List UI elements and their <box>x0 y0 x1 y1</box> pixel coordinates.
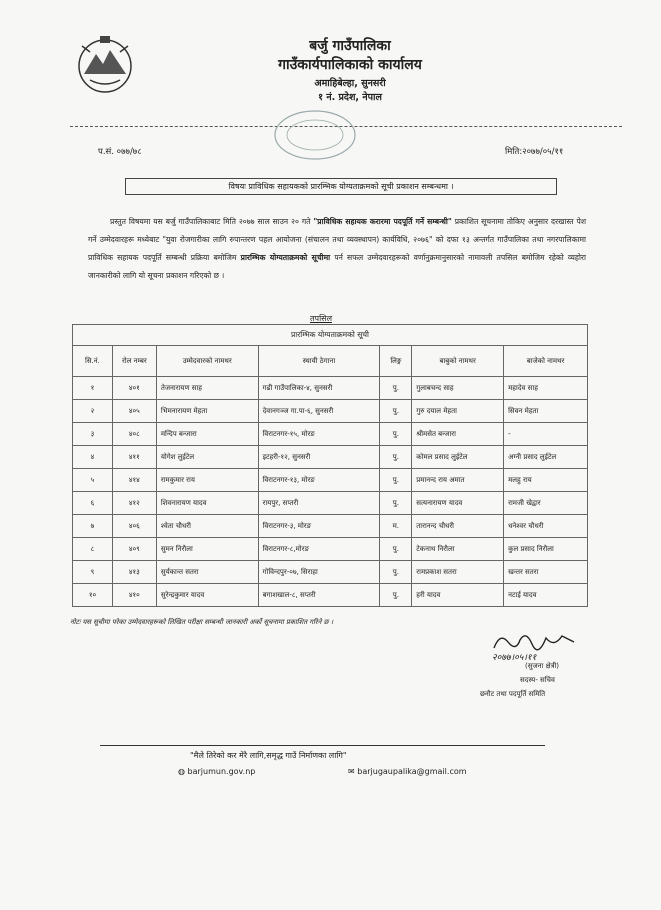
table-body <box>73 377 588 607</box>
cell-father: हरी यादव <box>412 584 504 607</box>
table-row <box>73 515 588 538</box>
table-row <box>73 538 588 561</box>
cell-sn: ९ <box>73 561 113 584</box>
cell-roll: ४११ <box>112 446 156 469</box>
cell-name: भिमनारायण मेहता <box>156 400 258 423</box>
office-name: गाउँकार्यपालिकाको कार्यालय <box>278 57 422 73</box>
cell-grandfather: महादेव साह <box>504 377 588 400</box>
cell-gender: पु. <box>380 584 412 607</box>
cell-roll: ४०९ <box>112 538 156 561</box>
cell-sn: १० <box>73 584 113 607</box>
cell-father: श्रीमसेत बन्जारा <box>412 423 504 446</box>
cell-sn: ५ <box>73 469 113 492</box>
cell-sn: ७ <box>73 515 113 538</box>
cell-gender: पु. <box>380 538 412 561</box>
column-header: उम्मेदवारको नामथर <box>156 346 258 377</box>
subject-line: विषयः प्राविधिक सहायकको प्रारम्भिक योग्यताक्रमको सूची प्रकाशन सम्बन्धमा । <box>125 178 557 195</box>
cell-address: विराटनगर-८,मोरङ <box>258 538 380 561</box>
cell-sn: ४ <box>73 446 113 469</box>
table-row <box>73 584 588 607</box>
notice-date: मिति:२०७७/०५/११ <box>505 147 564 157</box>
footer-website <box>178 767 255 776</box>
table-row <box>73 377 588 400</box>
cell-roll: ४१३ <box>112 561 156 584</box>
cell-father: तारानन्द चौधरी <box>412 515 504 538</box>
cell-name: श्वेता चौधरी <box>156 515 258 538</box>
cell-address: विराटनगर-३, मोरङ <box>258 515 380 538</box>
cell-name: सुमन निरौला <box>156 538 258 561</box>
body-bold-1: "प्राविधिक सहायक करारमा पदपूर्ति गर्ने सम्बन्धी" <box>313 217 452 226</box>
cell-address: गढी गाउँपालिका-४, सुनसरी <box>258 377 380 400</box>
footer-slogan: "मैले तिरेको कर मेरै लागि,समृद्ध गाउँ निर्माणका लागि" <box>190 751 347 760</box>
table-row <box>73 469 588 492</box>
column-header: बाजेको नामथर <box>504 346 588 377</box>
cell-gender: पु. <box>380 423 412 446</box>
cell-address: विराटनगर-१५, मोरङ <box>258 423 380 446</box>
cell-name: मन्दिप बन्जारा <box>156 423 258 446</box>
column-header: सि.नं. <box>73 346 113 377</box>
cell-grandfather: मलहु राय <box>504 469 588 492</box>
cell-grandfather: धनेश्वर चौधरी <box>504 515 588 538</box>
office-stamp <box>270 105 360 165</box>
cell-grandfather: अग्नी प्रसाद लुईटेल <box>504 446 588 469</box>
column-header: बाबुको नामथर <box>412 346 504 377</box>
body-part-1: प्रस्तुत विषयमा यस बर्जु गाउँपालिकाबाट मिति २०७७ साल साउन २० गते <box>110 217 314 226</box>
tapsil-heading: तपसिल <box>310 314 333 323</box>
cell-name: सुरेन्द्रकुमार यादव <box>156 584 258 607</box>
cell-name: सुर्यकान्त सतरा <box>156 561 258 584</box>
cell-name: तेजनारायण साह <box>156 377 258 400</box>
signatory-committee: छनौट तथा पदपूर्ति समिति <box>480 690 546 698</box>
cell-name: रामकुमार राय <box>156 469 258 492</box>
cell-address: विराटनगर-१३, मोरङ <box>258 469 380 492</box>
cell-sn: २ <box>73 400 113 423</box>
footer-email <box>348 767 467 776</box>
email-text: barjugaupalika@gmail.com <box>357 767 467 776</box>
globe-icon: ◍ <box>178 767 188 776</box>
signatory-role: सदस्य- सचिव <box>520 676 555 684</box>
candidate-table <box>72 324 588 607</box>
table-caption: प्रारम्भिक योग्यताक्रमको सूची <box>73 325 588 346</box>
cell-father: गुलाबचन्द साह <box>412 377 504 400</box>
column-header: लिङ्ग <box>380 346 412 377</box>
notice-body <box>88 213 586 285</box>
cell-roll: ४१० <box>112 584 156 607</box>
cell-gender: म. <box>380 515 412 538</box>
cell-roll: ४०१ <box>112 377 156 400</box>
cell-name: शिवनारायण यादव <box>156 492 258 515</box>
cell-father: टेकनाथ निरौला <box>412 538 504 561</box>
table-row <box>73 561 588 584</box>
reference-number: प.सं. ०७७/७८ <box>98 147 142 157</box>
cell-grandfather: सिवन मेहता <box>504 400 588 423</box>
column-header: रोल नम्बर <box>112 346 156 377</box>
cell-father: प्रमानन्द राय अमात <box>412 469 504 492</box>
cell-gender: पु. <box>380 492 412 515</box>
cell-sn: ६ <box>73 492 113 515</box>
cell-address: रायपुर, सप्तरी <box>258 492 380 515</box>
cell-roll: ४०८ <box>112 423 156 446</box>
cell-father: रामप्रकाश सतरा <box>412 561 504 584</box>
table-row <box>73 446 588 469</box>
mail-icon: ✉ <box>348 767 358 776</box>
municipality-name: बर्जु गाउँपालिका <box>309 38 391 54</box>
column-header: स्थायी ठेगाना <box>258 346 380 377</box>
cell-grandfather: नटाई यादव <box>504 584 588 607</box>
signature-date: २०७७।०५।११ <box>492 653 537 662</box>
cell-grandfather: कुल प्रसाद निरौला <box>504 538 588 561</box>
body-part-2: प्रकाशित सूचनामा तोकिए अनुसार दरखास्त पेश गर्ने उम्मेदवारहरू मध्येबाट "युवा रोजगारीका लागि रुपान्तरण पहल आयोजना (संचालन तथा व्यवस्थापन) कार्यविधि, २०७६" को दफा १३ अन्तर्गत गाउँपालिका तथा नगरपालिकामा प्राविधिक सहायक पदपूर्ति सम्बन्धी प्रक्रिया बमोजिम <box>88 217 586 262</box>
table-row <box>73 423 588 446</box>
cell-roll: ४०५ <box>112 400 156 423</box>
body-part-3: पर्न सफल उम्मेदवारहरूको वर्णानुक्रमानुसारको नामावली तपसिल बमोजिम रहेको व्यहोरा जानकारीको लागि यो सूचना प्रकाशन गरिएको छ । <box>88 253 586 280</box>
website-text: barjumun.gov.np <box>187 767 256 776</box>
cell-address: बगाशखाल-८, सप्तरी <box>258 584 380 607</box>
cell-sn: ३ <box>73 423 113 446</box>
cell-gender: पु. <box>380 561 412 584</box>
cell-gender: पु. <box>380 377 412 400</box>
cell-father: गुरु दयाल मेहता <box>412 400 504 423</box>
cell-address: देवानगञ्ज गा.पा-६, सुनसरी <box>258 400 380 423</box>
cell-sn: १ <box>73 377 113 400</box>
address-line-2: १ नं. प्रदेश, नेपाल <box>318 92 382 103</box>
footer-divider <box>100 745 545 746</box>
cell-name: योगेश लुईटेल <box>156 446 258 469</box>
cell-roll: ४०६ <box>112 515 156 538</box>
cell-roll: ४१४ <box>112 469 156 492</box>
cell-father: सत्यनारायण यादव <box>412 492 504 515</box>
cell-address: गोविन्दपुर-०७, सिराहा <box>258 561 380 584</box>
cell-address: इटहरी-१२, सुनसरी <box>258 446 380 469</box>
table-header-row <box>73 346 588 377</box>
cell-grandfather: - <box>504 423 588 446</box>
cell-gender: पु. <box>380 400 412 423</box>
cell-roll: ४१२ <box>112 492 156 515</box>
address-line-1: अमाहिबेल्हा, सुनसरी <box>314 78 386 89</box>
cell-grandfather: रामजी खेद्वार <box>504 492 588 515</box>
signatory-name: (सुजना क्षेत्री) <box>525 662 560 670</box>
cell-grandfather: खन्तर सतरा <box>504 561 588 584</box>
cell-gender: पु. <box>380 469 412 492</box>
nepal-emblem-icon <box>70 28 140 98</box>
table-row <box>73 492 588 515</box>
footnote: नोटः यस सूचीमा परेका उम्मेदवारहरूको लिखित परीक्षा सम्बन्धी जानकारी अर्को सूचनामा प्रकाशित गरिने छ । <box>70 618 334 626</box>
body-bold-2: प्रारम्भिक योग्यताक्रमको सूचीमा <box>240 253 331 262</box>
cell-gender: पु. <box>380 446 412 469</box>
cell-father: कोमल प्रसाद लुईटेल <box>412 446 504 469</box>
signature-image <box>490 628 580 662</box>
cell-sn: ८ <box>73 538 113 561</box>
table-row <box>73 400 588 423</box>
